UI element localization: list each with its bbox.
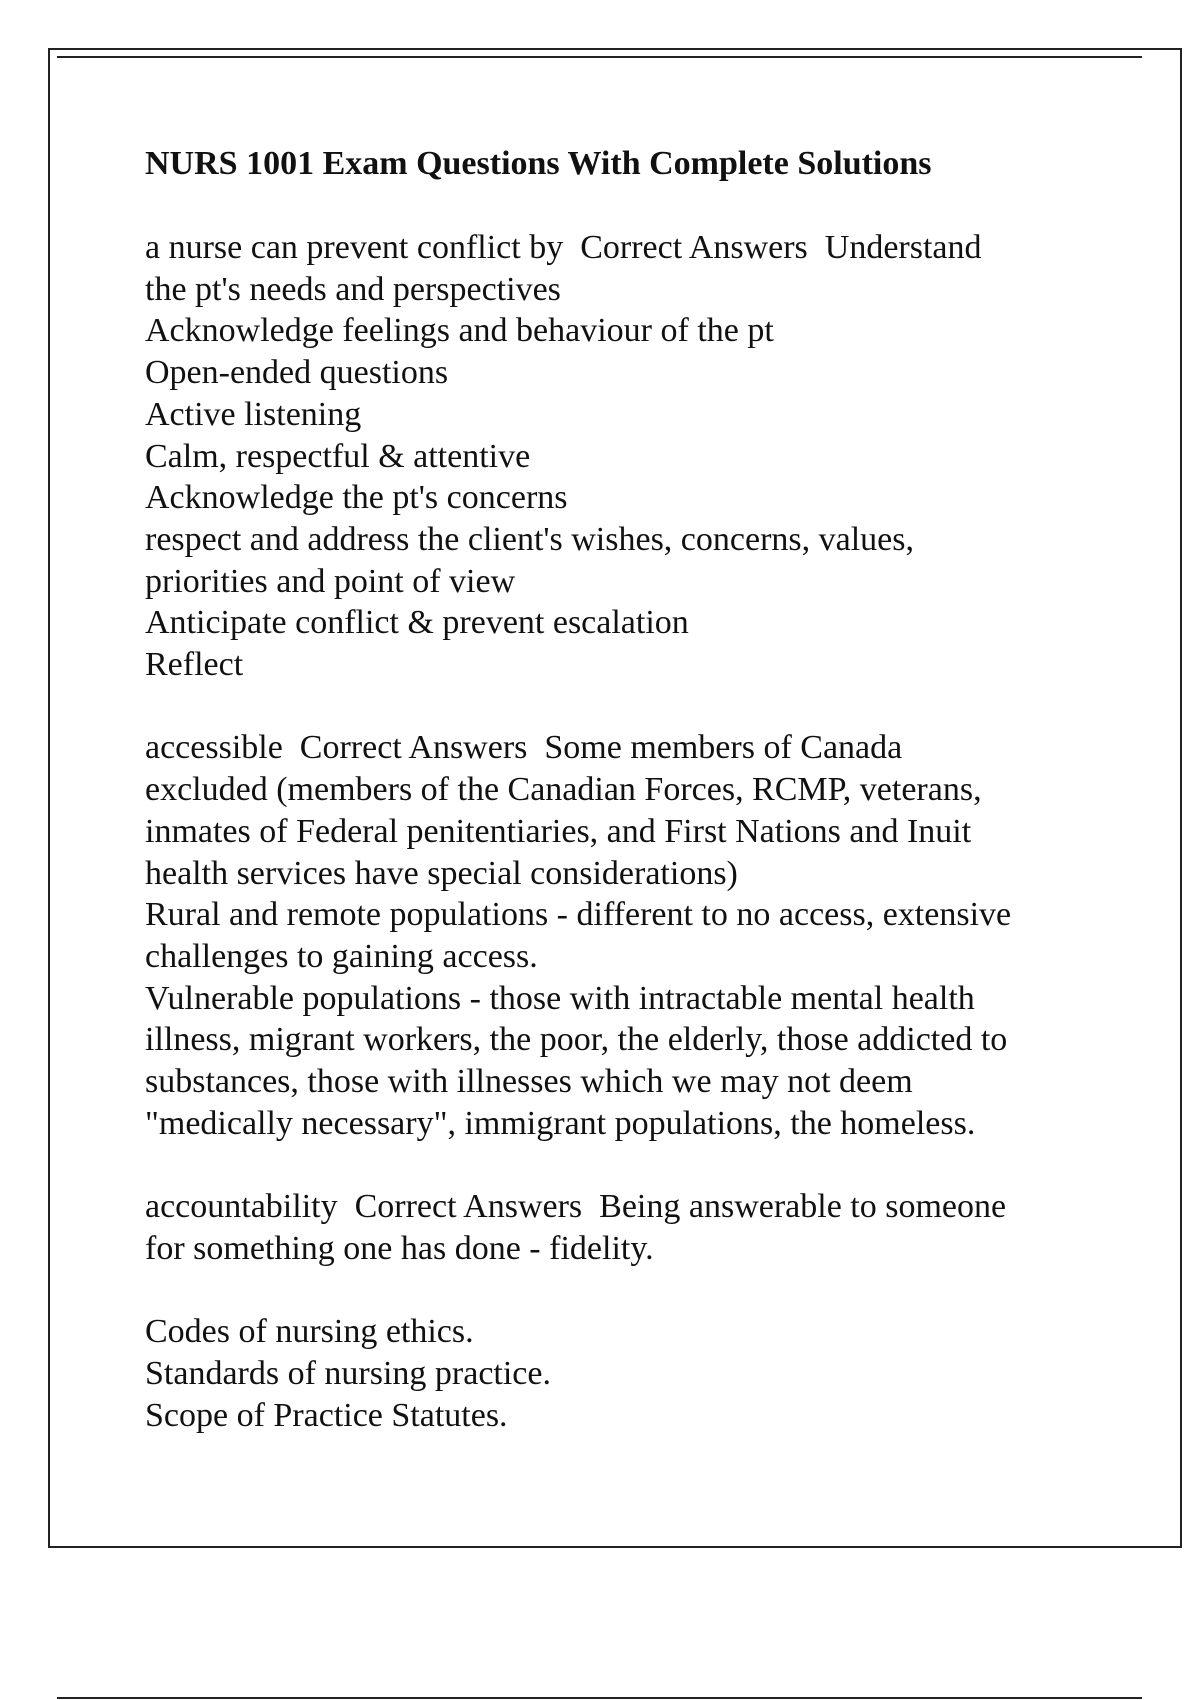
text-line: for something one has done - fidelity. [145,1229,654,1267]
text-line: inmates of Federal penitentiaries, and First Nations and Inuit [145,812,972,850]
text-line: Open-ended questions [145,354,449,392]
text-line: substances, those with illnesses which we may not deem [145,1063,913,1101]
document-content [145,143,1095,1478]
text-line: Calm, respectful & attentive [145,437,531,475]
top-rule [57,56,1142,58]
text-line: Anticipate conflict & prevent escalation [145,604,689,642]
text-line: Acknowledge feelings and behaviour of the pt [145,312,774,350]
text-line: priorities and point of view [145,562,516,600]
text-line: accessible Correct Answers Some members of Canada [145,729,903,767]
text-line: respect and address the client's wishes, concerns, values, [145,520,914,558]
text-line: Scope of Practice Statutes. [145,1396,508,1434]
text-line: Codes of nursing ethics. [145,1313,474,1351]
text-line: Reflect [145,646,244,684]
qa-block-standards [145,1311,1095,1436]
text-line: health services have special considerations) [145,854,738,892]
text-line: "medically necessary", immigrant populations, the homeless. [145,1104,976,1142]
document-title: NURS 1001 Exam Questions With Complete Solutions [145,145,932,182]
qa-block-accessible [145,727,1095,1144]
text-line: Acknowledge the pt's concerns [145,479,568,517]
qa-block-conflict [145,227,1095,686]
text-line: a nurse can prevent conflict by Correct Answers Understand [145,229,982,266]
text-line: Vulnerable populations - those with intractable mental health [145,979,975,1017]
text-line: accountability Correct Answers Being answerable to someone [145,1188,1007,1226]
text-line: illness, migrant workers, the poor, the elderly, those addicted to [145,1021,1008,1059]
bottom-rule [57,1697,1142,1699]
text-line: Rural and remote populations - different to no access, extensive [145,896,1012,934]
text-line: Standards of nursing practice. [145,1354,551,1392]
qa-block-accountability [145,1186,1095,1269]
text-line: Active listening [145,395,362,433]
text-line: the pt's needs and perspectives [145,270,561,308]
text-line: excluded (members of the Canadian Forces, RCMP, veterans, [145,771,982,809]
text-line: challenges to gaining access. [145,937,538,975]
